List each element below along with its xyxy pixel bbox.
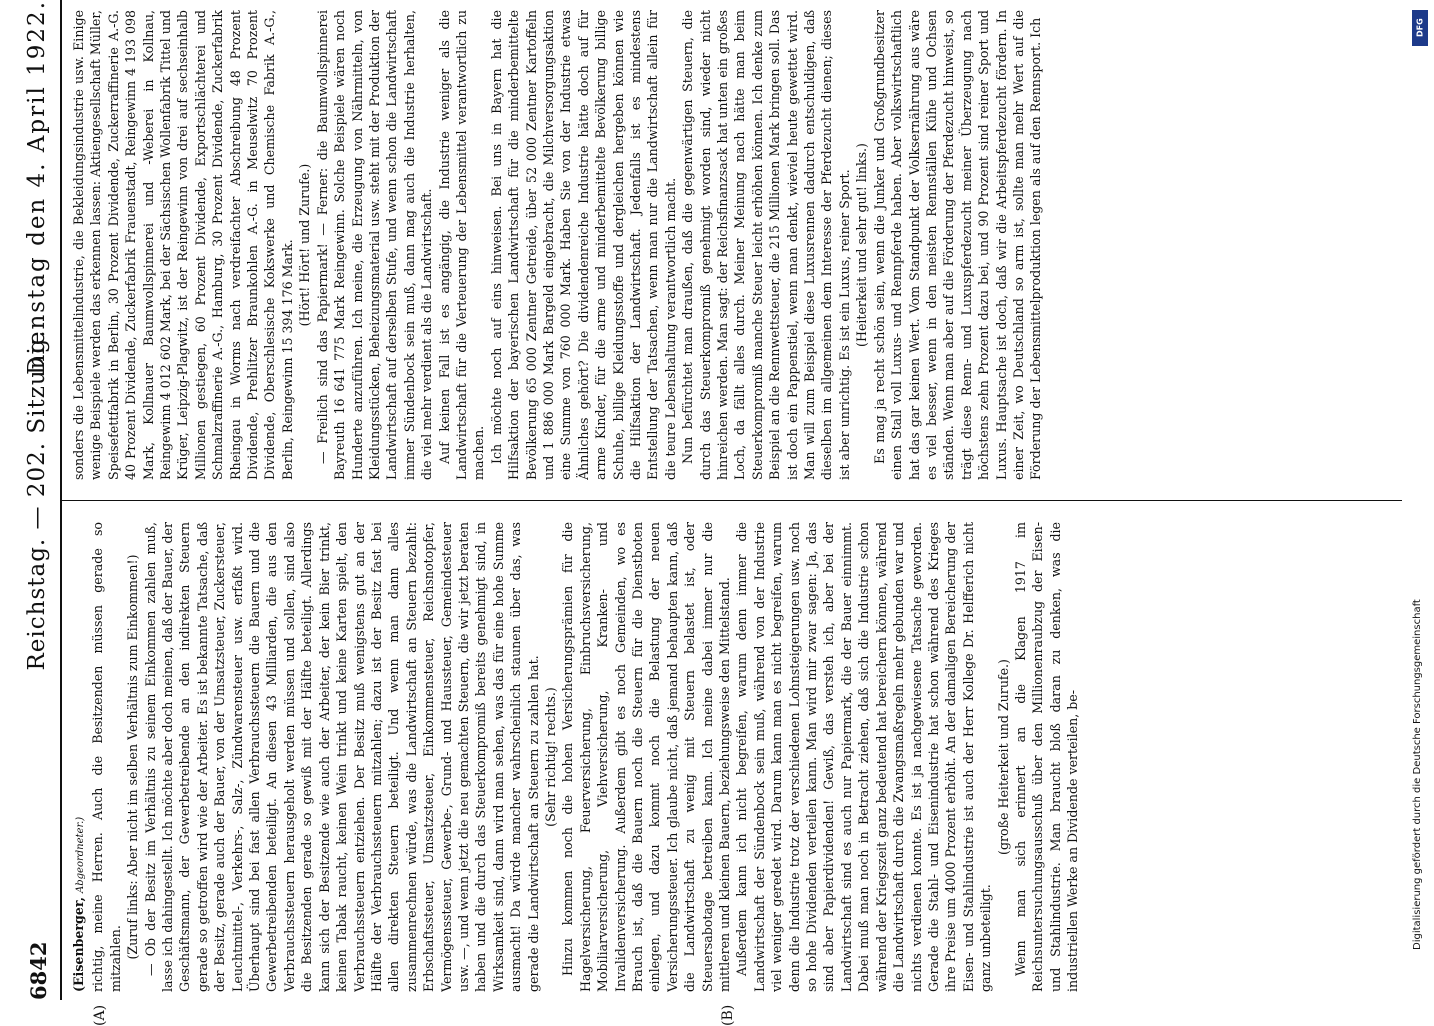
speaker-line [70, 522, 89, 992]
credit-text: Digitalisierung gefördert durch die Deutsche Forschungsgemeinschaft [1412, 599, 1423, 950]
dfg-logo: DFG [1412, 10, 1428, 46]
paragraph: Hinzu kommen noch die hohen Versicherungsprämien für die Hagelversicherung, Feuerversicherung, Einbruchsversicherung, Mobiliarversicherung, Viehversicherung, Kranken- und Invalidenversicherung. Außerdem gibt es noch Gemeinden, wo es Brauch ist, daß die Bauern noch die Steuern für die Dienstboten einlegen, und dazu kommt noch die Belastung der neuen Versicherungssteuer. Ich glaube nicht, daß jemand behaupten kann, daß die Landwirtschaft zu wenig mit Steuern belastet ist, oder Steuersabotage betreiben kann. Ich meine dabei immer nur die mittleren und kleinen Bauern, beziehungsweise den Mittelstand. [560, 522, 733, 992]
page-number: 6842 [26, 941, 51, 1000]
paragraph: Wenn man sich erinnert an die Klagen 1917 im Reichsuntersuchungsausschuß über den Millionenraubzug der Eisen- und Stahlindustrie. Man braucht bloß daran zu denken, was die industriellen Werke an Dividende verteilen, be- [1012, 522, 1081, 992]
interjection: (große Heiterkeit und Zurufe.) [995, 659, 1011, 855]
interjection: (Heiterkeit und sehr gut! links.) [854, 143, 870, 347]
speaker-name: (Eisenberger, [71, 897, 86, 992]
digitization-credit [1406, 0, 1434, 1000]
left-column [70, 522, 1400, 992]
column-divider [62, 500, 1402, 501]
paragraph: — Freilich sind das Papiermark! — Ferner: die Baumwollspinnerei Bayreuth 16 641 775 Mark Reingewinn. Solche Beispiele wären noch Hunderte anzuführen. Ich meine, die Erzeugung von Nährmitteln, von Kleidungsstücken, Beheizungsmaterial usw. steht mit der Produktion der Landwirtschaft auf derselben Stufe, und wenn schon die Landwirtschaft immer Sündenbock sein muß, dann mag auch die Industrie herhalten, die viel mehr verdient als die Landwirtschaft. [314, 10, 435, 480]
paragraph: richtig, meine Herren. Auch die Besitzenden müssen gerade so mitzahlen. [90, 522, 123, 992]
margin-marker-a: (A) [92, 1004, 108, 1026]
session-date: Dienstag den 4. April 1922. [24, 0, 50, 375]
paragraph: Nun befürchtet man draußen, daß die gegenwärtigen Steuern, die durch das Steuerkompromiß genehmigt worden sind, wieder nicht hinreichen werden. Man sagt: der Reichsfinanzsack hat unten ein großes Loch, da fällt alles durch. Meiner Meinung nach hätte man beim Steuerkompromiß manche Steuer leicht erhöhen können. Ich denke zum Beispiel an die Rennwettsteuer, die 215 Millionen Mark bringen soll. Das ist doch ein Pappenstiel, wenn man denkt, wieviel heute gewettet wird. Man will zum Beispiel diese Luxusrennen dadurch entschuldigen, daß dieselben im allgemeinen dem Interesse der Pferdezucht dienen; dieses ist aber unrichtig. Es ist ein Luxus, reiner Sport. [680, 10, 852, 480]
paragraph: sonders die Lebensmittelindustrie, die Bekleidungsindustrie usw. Einige wenige Beispiele werden das erkennen lassen: Aktiengesellschaft Müller, Speisefettfabrik in Berlin, 30 Prozent Dividende, Zuckerraffinerie A.-G. 40 Prozent Dividende, Zuckerfabrik Frauenstadt, Reingewinn 4 193 098 Mark, Kollnauer Baumwollspinnerei und -Weberei in Kollnau, Reingewinn 4 012 602 Mark, bei der Sächsischen Wollenfabrik Tittel und Krüger, Leipzig-Plagwitz, ist der Reingewinn von drei auf sechseinhalb Millionen gestiegen, 60 Prozent Dividende, Exportschlächterei und Schmalzraffinerie A.-G., Hamburg, 30 Prozent Dividende, Zuckerfabrik Rheingau in Worms nach verdreifachter Abschreibung 48 Prozent Dividende, Prehlitzer Braunkohlen A.-G. in Meuselwitz 70 Prozent Dividende, Oberschlesische Kokswerke und Chemische Fabrik A.-G., Berlin, Reingewinn 15 394 176 Mark. [71, 10, 295, 480]
margin-marker-b: (B) [720, 1004, 736, 1026]
right-column [70, 10, 1400, 480]
interjection: (Sehr richtig! rechts.) [542, 687, 558, 827]
interjection: (Zuruf links: Aber nicht im selben Verhältnis zum Einkommen!) [125, 554, 141, 960]
paragraph: Es mag ja recht schön sein, wenn die Junker und Großgrundbesitzer einen Stall voll Luxus- und Rennpferde haben. Aber volkswirtschaftlich hat das gar keinen Wert. Vom Standpunkt der Volksernährung aus wäre es viel besser, wenn in den meisten Rennställen Kühe und Ochsen ständen. Wenn man aber auf die Förderung der Pferdezucht hinweist, so trägt diese Renn- und Luxuspferdezucht meiner Überzeugung nach höchstens zehn Prozent dazu bei, und 90 Prozent sind reiner Sport und Luxus. Hauptsache ist doch, daß wir die Arbeitspferdezucht fördern. In einer Zeit, wo Deutschland so arm ist, sollte man mehr Wert auf die Förderung der Lebensmittelproduktion legen als auf den Rennsport. Ich [871, 10, 1044, 480]
page-header [18, 0, 58, 1000]
paragraph: — Ob der Besitz im Verhältnis zu seinem Einkommen zahlen muß, lasse ich dahingestellt. Ich möchte aber doch meinen, daß der Bauer, der Geschäftsmann, der Gewerbetreibende an den indirekten Steuern gerade so getroffen wird wie der Arbeiter. Es ist bekannte Tatsache, daß der Besitz, gerade auch der Bauer, von der Umsatzsteuer, Zuckersteuer, Leuchtmittel-, Verkehrs-, Salz-, Zündwarensteuer usw. erfaßt wird. Überhaupt sind bei fast allen Verbrauchssteuern die Bauern und die Gewerbetreibenden beteiligt. An diesen 43 Milliarden, die aus den Verbrauchssteuern herausgeholt werden müssen und sollen, sind also die Besitzenden gerade so gewiß mit der Hälfte beteiligt. Allerdings kann sich der Besitzende wie auch der Arbeiter, der kein Bier trinkt, keinen Tabak raucht, keinen Wein trinkt und keine Karten spielt, den Verbrauchssteuern entziehen. Der Besitz muß wenigstens gut an der Hälfte der Verbrauchssteuern mitzahlen; dazu ist der Besitz fast bei allen direkten Steuern beteiligt. Und wenn man dann alles zusammenrechnen würde, was die Landwirtschaft an Steuern bezahlt: Erbschaftssteuer, Umsatzsteuer, Einkommensteuer, Reichsnotopfer, Vermögenssteuer, Gewerbe-, Grund- und Haussteuer, Gemeindesteuer usw. —, und wenn jetzt die neu gemachten Steuern, die wir jetzt beraten haben und die durch das Steuerkompromiß bereits genehmigt sind, in Wirksamkeit sind, dann wird man sehen, was das für eine hohe Summe ausmacht! Da würde mancher wahrscheinlich staunen über das, was gerade die Landwirtschaft an Steuern zu zahlen hat. [142, 522, 541, 992]
document-page [18, 0, 1408, 1026]
interjection: (Hört! Hört! und Zurufe.) [297, 163, 313, 327]
speaker-role: Abgeordneter.) [75, 816, 86, 893]
paragraph: Ich möchte noch auf eins hinweisen. Bei uns in Bayern hat die Hilfsaktion der bayerischen Landwirtschaft für die minderbemittelte Bevölkerung 65 000 Zentner Getreide, über 52 000 Zentner Kartoffeln und 1 886 000 Mark Bargeld eingebracht, die Milchversorgungsaktion eine Summe von 760 000 Mark. Haben Sie von der Industrie etwas Ähnliches gehört? Die dividendenreiche Industrie hätte doch auf für arme Kinder, für die arme und minderbemittelte Bevölkerung billige Schuhe, billige Kleidungsstoffe und dergleichen hergeben können wie die Hilfsaktion der Landwirtschaft. Jedenfalls ist es mindestens Entstellung der Tatsachen, wenn man nur die Landwirtschaft allein für die teure Lebenshaltung verantwortlich macht. [488, 10, 678, 480]
paragraph: Außerdem kann ich nicht begreifen, warum denn immer die Landwirtschaft der Sündenbock sein muß, während von der Industrie viel weniger geredet wird. Darum kann man es nicht begreifen, warum denn die Industrie trotz der verschiedenen Lohnsteigerungen usw. noch so hohe Dividenden verteilen kann. Man wird mir zwar sagen: Ja, das sind aber Papierdividenden! Gewiß, das versteh ich, aber bei der Landwirtschaft sind es auch nur Papiermark, die der Bauer einnimmt. Dabei muß man noch in Betracht ziehen, daß sich die Industrie schon während der Kriegszeit ganz bedeutend hat bereichern können, während die Landwirtschaft durch die Zwangsmaßregeln mehr gebunden war und nichts verdienen konnte. Es ist ja nachgewiesene Tatsache geworden. Gerade die Stahl- und Eisenindustrie hat schon während des Krieges ihre Preise um 4000 Prozent erhöht. An der damaligen Bereicherung der Eisen- und Stahlindustrie ist auch der Herr Kollege Dr. Helfferich nicht ganz unbeteiligt. [734, 522, 994, 992]
paragraph: Auf keinen Fall ist es angängig, die Industrie weniger als die Landwirtschaft für die Verteuerung der Lebensmittel verantwortlich zu machen. [436, 10, 487, 480]
running-title: Reichstag. — 202. Sitzung. [24, 329, 50, 671]
